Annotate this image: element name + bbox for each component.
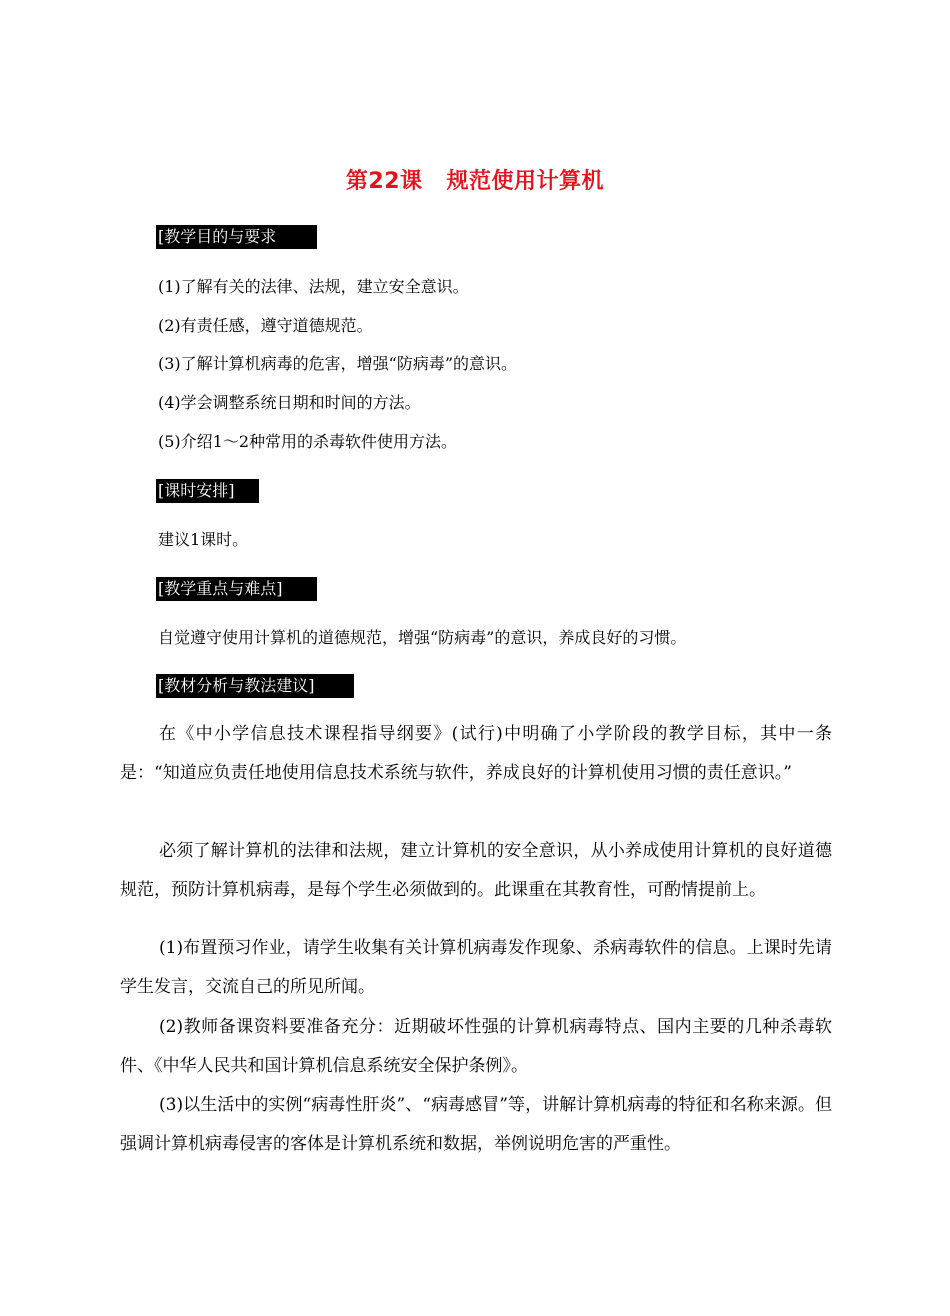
analysis-paragraph: 在《中小学信息技术课程指导纲要》(试行)中明确了小学阶段的教学目标，其中一条是：“知道应负责任地使用信息技术系统与软件，养成良好的计算机使用习惯的责任意识。” (120, 724, 832, 783)
analysis-paragraph: 必须了解计算机的法律和法规，建立计算机的安全意识，从小养成使用计算机的良好道德规范，预防计算机病毒，是每个学生必须做到的。此课重在其教育性，可酌情提前上。 (120, 841, 832, 900)
lesson-number: 第22课 (345, 169, 423, 194)
objective-item: (5)介绍1～2种常用的杀毒软件使用方法。 (158, 432, 458, 451)
section-heading-schedule: [课时安排] (156, 479, 259, 503)
section-heading-analysis: [教材分析与教法建议] (156, 674, 354, 698)
analysis-paragraph: (2)教师备课资料要准备充分：近期破坏性强的计算机病毒特点、国内主要的几种杀毒软件、《中华人民共和国计算机信息系统安全保护条例》。 (120, 1017, 832, 1076)
objective-item: (4)学会调整系统日期和时间的方法。 (158, 393, 421, 412)
page-title (0, 164, 950, 195)
lesson-name: 规范使用计算机 (446, 169, 605, 194)
analysis-paragraph: (3)以生活中的实例“病毒性肝炎”、“病毒感冒”等，讲解计算机病毒的特征和名称来源。但强调计算机病毒侵害的客体是计算机系统和数据，举例说明危害的严重性。 (120, 1095, 832, 1154)
schedule-text: 建议1课时。 (158, 530, 249, 549)
section-heading-objectives: [教学目的与要求 (156, 225, 317, 249)
analysis-paragraph: (1)布置预习作业，请学生收集有关计算机病毒发作现象、杀病毒软件的信息。上课时先请学生发言，交流自己的所见所闻。 (120, 938, 832, 997)
key-points-text: 自觉遵守使用计算机的道德规范，增强“防病毒”的意识，养成良好的习惯。 (158, 628, 687, 647)
objective-item: (2)有责任感，遵守道德规范。 (158, 316, 373, 335)
section-heading-key-points: [教学重点与难点] (156, 577, 317, 601)
objective-item: (3)了解计算机病毒的危害，增强“防病毒”的意识。 (158, 354, 518, 373)
objective-item: (1)了解有关的法律、法规，建立安全意识。 (158, 277, 469, 296)
